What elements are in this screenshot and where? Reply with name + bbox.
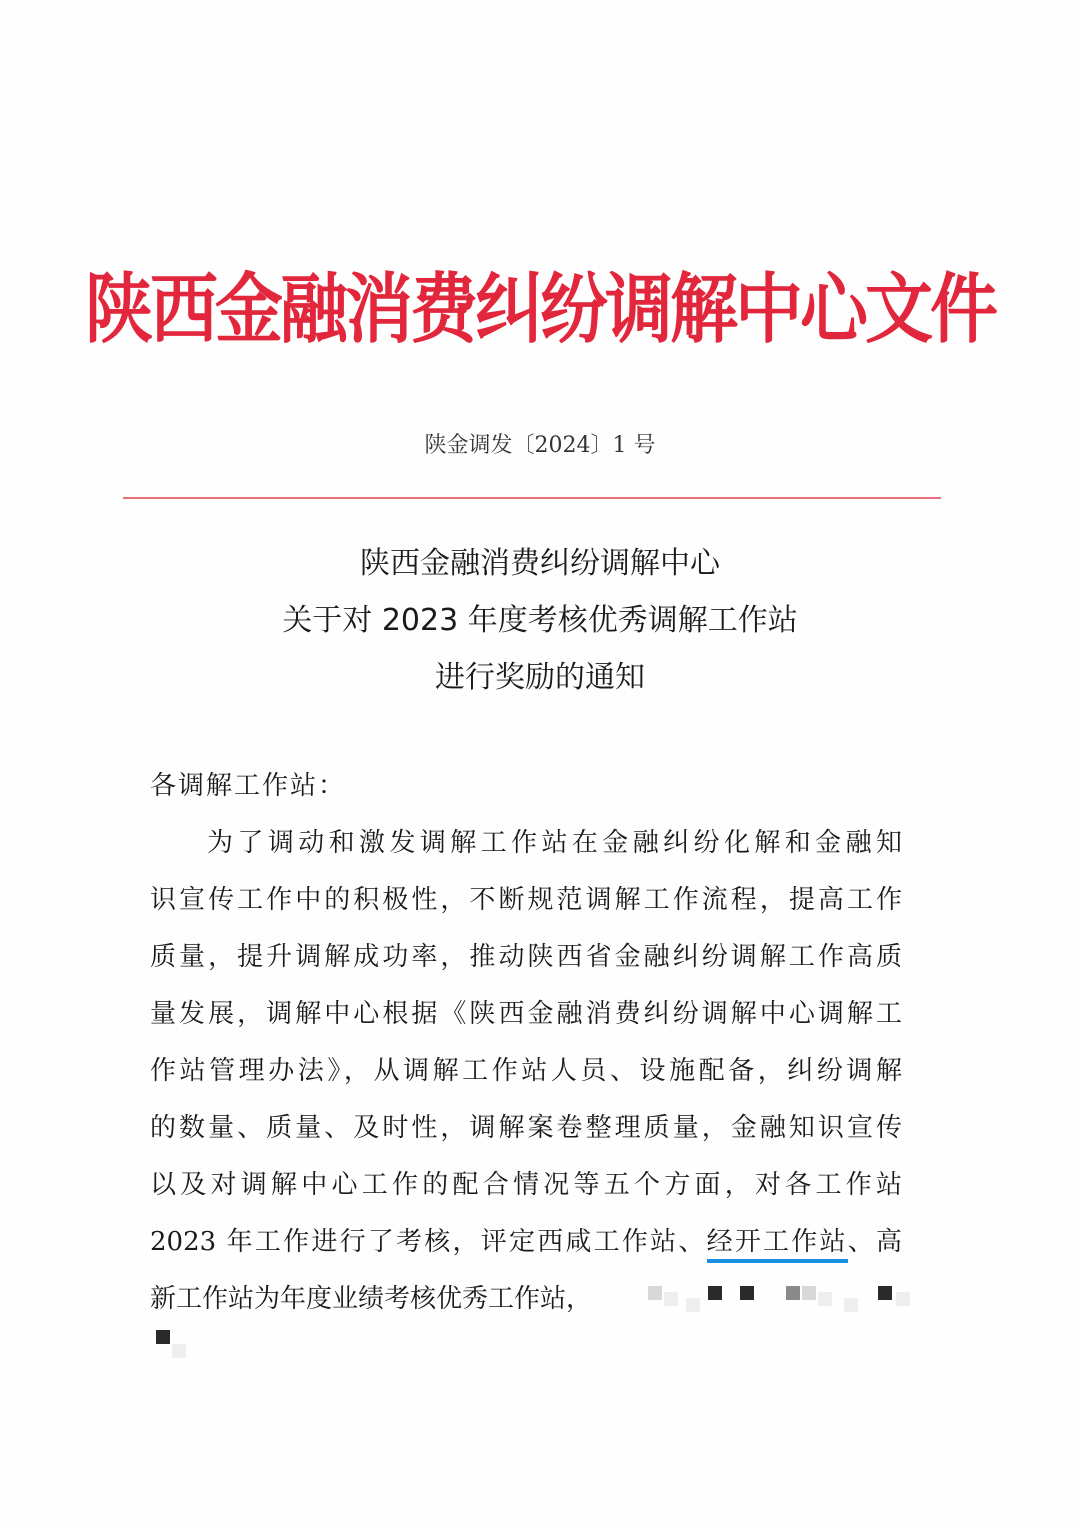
notice-title-line-2: 关于对 2023 年度考核优秀调解工作站 — [282, 603, 798, 638]
highlighted-station-name: 经开工作站 — [707, 1227, 848, 1263]
body-line-8-end: 、高 — [847, 1227, 902, 1257]
salutation: 各调解工作站： — [150, 771, 347, 801]
body-line-5: 作站管理办法》，从调解工作站人员、设施配备，纠纷调解 — [150, 1056, 902, 1086]
document-number: 陕金调发〔2024〕1 号 — [424, 433, 656, 458]
notice-title-line-1: 陕西金融消费纠纷调解中心 — [360, 546, 720, 581]
body-line-4: 量发展，调解中心根据《陕西金融消费纠纷调解中心调解工 — [150, 999, 902, 1029]
body-line-6: 的数量、质量、及时性，调解案卷整理质量，金融知识宣传 — [150, 1113, 902, 1143]
body-line-8 — [150, 1221, 902, 1258]
red-divider-line — [123, 497, 941, 499]
notice-title-line-3: 进行奖励的通知 — [435, 660, 645, 695]
body-line-8-start: 2023 年工作进行了考核，评定西咸工作站、 — [150, 1227, 707, 1257]
notice-title — [0, 535, 1080, 706]
document-header-title: 陕西金融消费纠纷调解中心文件 — [84, 264, 995, 355]
body-line-1: 为了调动和激发调解工作站在金融纠纷化解和金融知 — [207, 828, 902, 858]
body-line-9: 新工作站为年度业绩考核优秀工作站， — [150, 1284, 593, 1314]
body-line-7: 以及对调解中心工作的配合情况等五个方面，对各工作站 — [150, 1170, 902, 1200]
body-line-2: 识宣传工作中的积极性，不断规范调解工作流程，提高工作 — [150, 885, 902, 915]
body-line-3: 质量，提升调解成功率，推动陕西省金融纠纷调解工作高质 — [150, 942, 902, 972]
